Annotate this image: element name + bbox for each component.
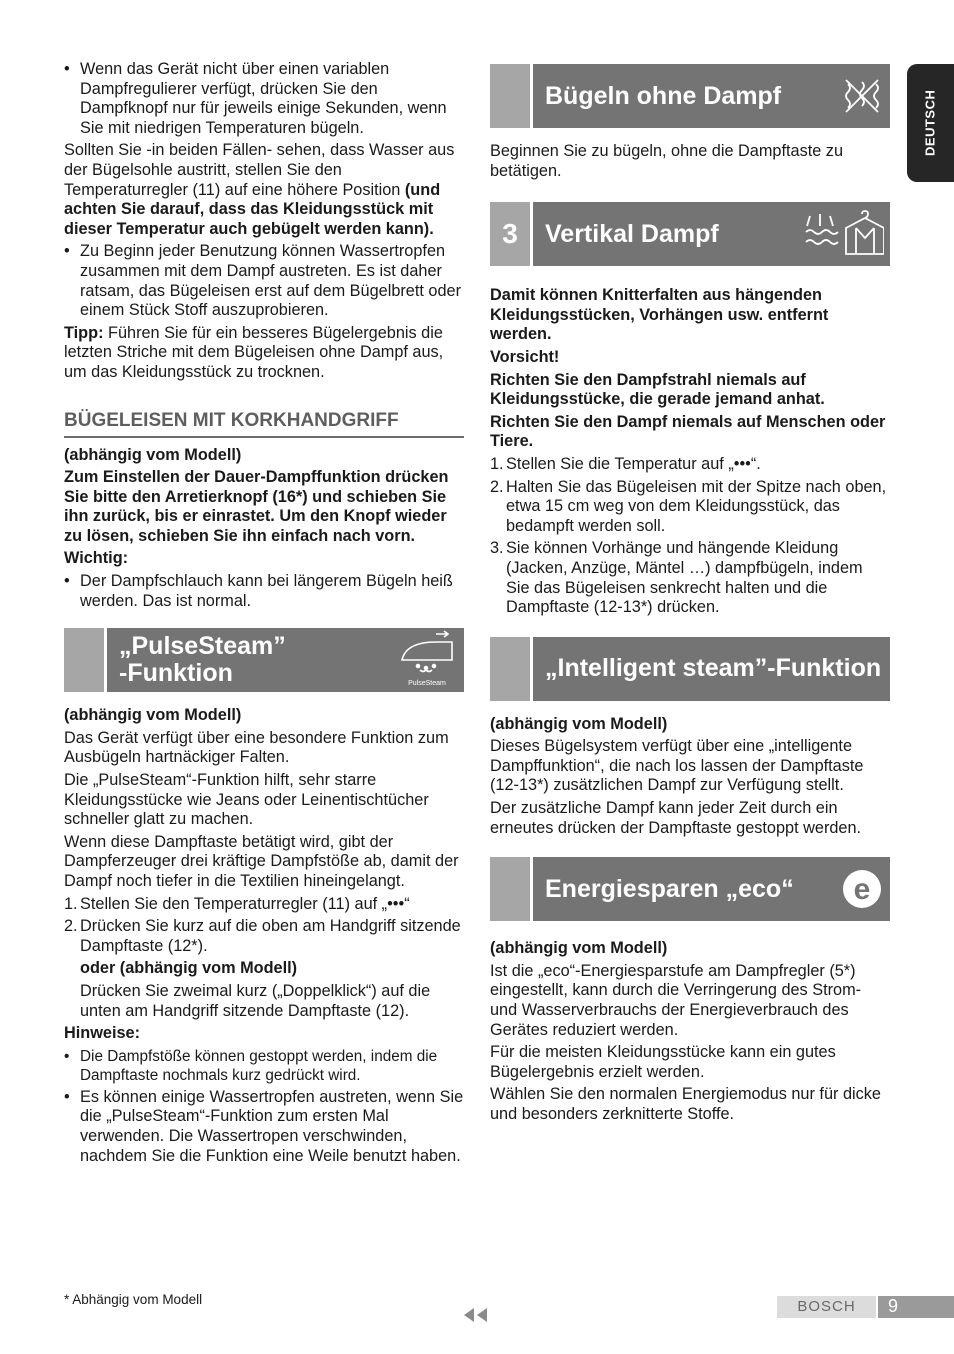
model-note: (abhängig vom Modell) (490, 714, 668, 733)
pulsesteam-icon-label: PulseSteam (408, 680, 446, 688)
banner-title-line: -Funktion (119, 659, 233, 688)
eco-icon-letter: e (853, 873, 871, 907)
step-text: Sie können Vorhänge und hängende Kleidung (Jacken, Anzüge, Mäntel …) dampfbügeln, indem Sie das Bügeleisen senkrecht halten und die Dampftaste (12-13*) drücken. (506, 539, 863, 617)
alternative-text: Drücken Sie zweimal kurz („Doppelklick“) auf die unten am Handgriff sitzende Dampftaste (12). (80, 981, 431, 1020)
paragraph: Dieses Bügelsystem verfügt über eine „intelligente Dampffunktion“, die nach los lassen der Dampftaste (12-13*) zusätzlichen Dampf zur Verfügung stellt. (490, 737, 864, 795)
banner-tab (490, 637, 530, 701)
model-note: (abhängig vom Modell) (490, 939, 668, 958)
tip-label: Tipp: (64, 323, 104, 342)
eco-icon (840, 867, 884, 911)
steps-list (64, 895, 464, 957)
paragraph: Für die meisten Kleidungsstücke kann ein gutes Bügelergebnis erzielt werden. (490, 1043, 836, 1081)
banner-tab (64, 628, 104, 692)
paragraph: Das Gerät verfügt über eine besondere Funktion zum Ausbügeln hartnäckiger Falten. (64, 728, 449, 767)
footnote: * Abhängig vom Modell (64, 1292, 203, 1307)
notes-label: Hinweise: (64, 1024, 141, 1043)
language-tab (907, 64, 954, 182)
warning-text: Richten Sie den Dampf niemals auf Menschen oder Tiere. (490, 412, 886, 451)
section-heading-kork: BÜGELEISEN MIT KORKHANDGRIFF (64, 410, 464, 438)
tip-text: Führen Sie für ein besseres Bügelergebnis die letzten Striche mit dem Bügeleisen ohne Dampf aus, um das Kleidungsstück zu trocknen. (64, 323, 444, 381)
banner-number: 3 (490, 202, 530, 266)
list-item (64, 917, 464, 956)
important-label: Wichtig: (64, 549, 129, 568)
brand-label: BOSCH (777, 1296, 876, 1318)
warning-text: Richten Sie den Dampfstrahl niemals auf Kleidungsstücke, die gerade jemand anhat. (490, 370, 825, 409)
notes-list (64, 1047, 464, 1166)
no-steam-icon (840, 74, 884, 118)
paragraph: Der zusätzliche Dampf kann jeder Zeit durch ein erneutes drücken der Dampftaste gestoppt werden. (490, 799, 862, 837)
back-arrows-icon[interactable] (464, 1308, 487, 1322)
list-item (490, 478, 890, 537)
tip-paragraph (64, 324, 464, 383)
banner-title: Bügeln ohne Dampf (545, 81, 782, 110)
right-column (490, 64, 890, 1128)
alternative-label: oder (abhängig vom Modell) (80, 959, 298, 978)
paragraph (64, 141, 464, 239)
bullet-list (64, 60, 464, 138)
caution-label: Vorsicht! (490, 347, 560, 366)
vertical-steam-icon (800, 210, 884, 258)
section-banner-vertikal (490, 202, 890, 266)
list-item (490, 455, 890, 475)
step-number: 1. (490, 454, 504, 473)
model-note: (abhängig vom Modell) (64, 706, 242, 725)
banner-title: Energiesparen „eco“ (545, 874, 794, 903)
language-label: DEUTSCH (922, 89, 938, 157)
step-number: 2. (490, 477, 504, 496)
banner-tab (490, 857, 530, 921)
step-number: 2. (64, 917, 78, 936)
step-text: Halten Sie das Bügeleisen mit der Spitze nach oben, etwa 15 cm weg von dem Kleidungsstück, das bedampft werden soll. (506, 477, 887, 535)
list-item (64, 895, 464, 915)
banner-title-line: „PulseSteam” (119, 632, 286, 661)
kork-instructions: Zum Einstellen der Dauer-Dampffunktion drücken Sie bitte den Arretierknopf (16*) und schieben Sie ihn zurück, bis er einrastet. Um den Knopf wieder zu lösen, schieben Sie ihn einfach nach vorn. (64, 468, 449, 545)
list-item: • Zu Beginn jeder Benutzung können Wassertropfen zusammen mit dem Dampf austreten. Es ist daher ratsam, das Bügeleisen erst auf dem Bügelbrett oder einem Stück Stoff auszuprobieren. (64, 242, 464, 320)
steps-list (490, 455, 890, 618)
page-number: 9 (878, 1296, 954, 1318)
paragraph-text: Sollten Sie -in beiden Fällen- sehen, dass Wasser aus der Bügelsohle austritt, stellen Sie den Temperaturregler (11) auf eine höhere Position (64, 141, 455, 199)
bullet-list (64, 242, 464, 320)
section-banner-ohne-dampf (490, 64, 890, 128)
step-number: 3. (490, 539, 504, 558)
step-number: 1. (64, 894, 78, 913)
paragraph: Ist die „eco“-Energiesparstufe am Dampfregler (5*) eingestellt, kann durch die Verringerung des Strom- und Wasserverbrauchs der Energieverbrauch des Gerätes reduziert werden. (490, 961, 862, 1039)
bullet-list (64, 572, 464, 611)
step-text: Drücken Sie kurz auf die oben am Handgriff sitzende Dampftaste (12*). (80, 917, 461, 955)
list-item: • Die Dampfstöße können gestoppt werden, indem die Dampftaste nochmals kurz gedrückt wird. (64, 1047, 464, 1085)
section-banner-eco (490, 857, 890, 921)
list-item (490, 539, 890, 617)
section-banner-intelligent-steam (490, 637, 890, 701)
pulsesteam-icon (396, 630, 458, 690)
banner-title: Vertikal Dampf (545, 219, 719, 248)
step-text: Stellen Sie den Temperaturregler (11) auf „•••“ (80, 894, 410, 913)
left-column (64, 60, 464, 1169)
paragraph: Wählen Sie den normalen Energiemodus nur für dicke und besonders zerknitterte Stoffe. (490, 1085, 881, 1123)
intro-text: Damit können Knitterfalten aus hängenden Kleidungsstücken, Vorhängen usw. entfernt werden. (490, 286, 829, 344)
list-item: • Es können einige Wassertropfen austreten, wenn Sie die „PulseSteam“-Funktion zum ersten Mal verwenden. Die Wassertropen verschwinden, nachdem Sie die Funktion eine Weile benutzt haben. (64, 1088, 464, 1166)
step-text: Stellen Sie die Temperatur auf „•••“. (506, 454, 761, 473)
model-note: (abhängig vom Modell) (64, 445, 242, 464)
list-item: • Wenn das Gerät nicht über einen variablen Dampfregulierer verfügt, drücken Sie den Dampfknopf nur für jeweils einige Sekunden, wenn Sie mit niedrigen Temperaturen bügeln. (64, 60, 464, 138)
banner-tab (490, 64, 530, 128)
paragraph: Beginnen Sie zu bügeln, ohne die Dampftaste zu betätigen. (490, 142, 844, 180)
paragraph: Wenn diese Dampftaste betätigt wird, gibt der Dampferzeuger drei kräftige Dampfstöße ab, damit der Dampf noch tiefer in die Textilien hineingelangt. (64, 832, 459, 890)
paragraph: Die „PulseSteam“-Funktion hilft, sehr starre Kleidungsstücke wie Jeans oder Leinentischtücher schneller glatt zu machen. (64, 771, 429, 829)
banner-title: „Intelligent steam”-Funktion (545, 654, 882, 683)
section-banner-pulsesteam (64, 628, 464, 692)
paragraph-bold-text: (und achten Sie darauf, dass das Kleidungsstück mit dieser Temperatur auch gebügelt werden kann). (64, 180, 441, 238)
list-item: • Der Dampfschlauch kann bei längerem Bügeln heiß werden. Das ist normal. (64, 572, 464, 611)
